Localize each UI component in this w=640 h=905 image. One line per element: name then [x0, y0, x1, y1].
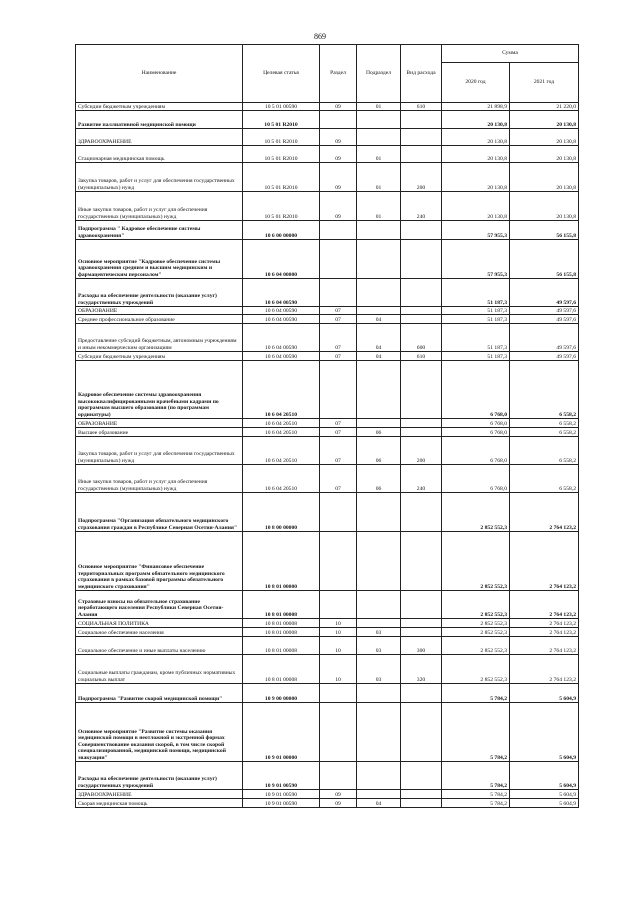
- cell-section: 07: [320, 352, 357, 361]
- table-row: [76, 315, 579, 324]
- cell-2020: 51 187,3: [442, 315, 510, 324]
- table-row: [76, 655, 579, 684]
- cell-2020: 5 784,2: [442, 762, 510, 790]
- cell-name: Предоставление субсидий бюджетным, автономным учреждениям и иным некоммерческим организациям: [76, 324, 243, 352]
- table-row: [76, 103, 579, 111]
- cell-article: 10 8 01 00000: [243, 532, 320, 591]
- cell-article: 10 8 01 00008: [243, 628, 320, 637]
- cell-2020: 6 768,0: [442, 437, 510, 465]
- cell-section: 09: [320, 103, 357, 111]
- table-row: [76, 799, 579, 808]
- cell-subsection: [357, 532, 401, 591]
- cell-subsection: [357, 221, 401, 240]
- cell-name: Подпрограмма "Организация обязательного медицинского страхования граждан в Республике Северная Осетия-Алания": [76, 493, 243, 532]
- cell-2021: 6 558,2: [510, 428, 579, 437]
- cell-2021: 56 155,8: [510, 221, 579, 240]
- cell-expense-kind: [401, 684, 442, 703]
- cell-section: [320, 703, 357, 762]
- table-row: [76, 619, 579, 628]
- table-row: [76, 129, 579, 146]
- cell-article: 10 8 01 00008: [243, 655, 320, 684]
- cell-expense-kind: [401, 703, 442, 762]
- cell-subsection: 01: [357, 163, 401, 192]
- cell-name: Расходы на обеспечение деятельности (оказание услуг) государственных учреждений: [76, 279, 243, 307]
- cell-2020: 2 852 552,3: [442, 591, 510, 619]
- cell-expense-kind: [401, 279, 442, 307]
- cell-article: 10 8 00 00000: [243, 493, 320, 532]
- header-section: Раздел: [320, 45, 357, 103]
- cell-article: 10 8 01 00008: [243, 591, 320, 619]
- cell-2021: 20 130,8: [510, 146, 579, 163]
- cell-expense-kind: [401, 762, 442, 790]
- cell-2021: 49 597,6: [510, 352, 579, 361]
- cell-article: 10 6 04 20510: [243, 419, 320, 428]
- cell-section: 10: [320, 628, 357, 637]
- table-row: [76, 591, 579, 619]
- cell-section: 09: [320, 163, 357, 192]
- cell-2020: 51 187,3: [442, 307, 510, 315]
- cell-2021: 20 130,8: [510, 163, 579, 192]
- cell-name: Развитие паллиативной медицинской помощи: [76, 111, 243, 129]
- header-expense-kind: Вид расхода: [401, 45, 442, 103]
- cell-2021: 6 558,2: [510, 465, 579, 493]
- cell-subsection: 06: [357, 428, 401, 437]
- cell-2021: 2 764 123,2: [510, 619, 579, 628]
- cell-section: 10: [320, 655, 357, 684]
- cell-expense-kind: [401, 628, 442, 637]
- table-row: [76, 465, 579, 493]
- cell-article: 10 6 00 00000: [243, 221, 320, 240]
- cell-2021: 20 130,8: [510, 192, 579, 221]
- cell-subsection: [357, 361, 401, 419]
- cell-2021: 2 764 123,2: [510, 628, 579, 637]
- cell-subsection: 04: [357, 324, 401, 352]
- cell-2021: 49 597,6: [510, 324, 579, 352]
- cell-2020: 51 187,3: [442, 352, 510, 361]
- header-year-2020: 2020 год: [442, 63, 510, 103]
- cell-article: 10 6 04 00000: [243, 240, 320, 279]
- table-row: [76, 637, 579, 655]
- cell-section: 07: [320, 437, 357, 465]
- cell-section: [320, 532, 357, 591]
- cell-subsection: 04: [357, 315, 401, 324]
- cell-2021: 49 597,6: [510, 315, 579, 324]
- cell-expense-kind: [401, 419, 442, 428]
- cell-2020: 20 130,8: [442, 192, 510, 221]
- cell-2021: 5 604,9: [510, 790, 579, 799]
- cell-section: 10: [320, 637, 357, 655]
- cell-name: Иные закупки товаров, работ и услуг для обеспечения государственных (муниципальных) нужд: [76, 465, 243, 493]
- cell-expense-kind: [401, 240, 442, 279]
- cell-article: 10 6 04 20510: [243, 437, 320, 465]
- table-row: [76, 361, 579, 419]
- cell-2020: 20 130,8: [442, 111, 510, 129]
- cell-section: [320, 684, 357, 703]
- table-row: [76, 240, 579, 279]
- cell-article: 10 9 01 00590: [243, 799, 320, 808]
- cell-name: Страховые взносы на обязательное страхование неработающего населения Республики Северная Осетия-Алания: [76, 591, 243, 619]
- cell-section: 09: [320, 129, 357, 146]
- cell-section: 09: [320, 790, 357, 799]
- cell-article: 10 9 01 00590: [243, 762, 320, 790]
- cell-expense-kind: [401, 799, 442, 808]
- cell-subsection: 01: [357, 103, 401, 111]
- cell-2020: 6 768,0: [442, 361, 510, 419]
- cell-2020: 5 784,2: [442, 703, 510, 762]
- cell-expense-kind: 240: [401, 465, 442, 493]
- cell-2020: 5 784,2: [442, 790, 510, 799]
- cell-name: Основное мероприятие "Развитие системы оказания медицинской помощи в неотложной и экстренной формах Совершенствование оказания скорой, в том числе скорой специализированной, медицинской помощи, медицинской эвакуации": [76, 703, 243, 762]
- cell-expense-kind: 600: [401, 324, 442, 352]
- cell-expense-kind: [401, 221, 442, 240]
- table-row: [76, 419, 579, 428]
- header-article: Целевая статья: [243, 45, 320, 103]
- cell-2020: 6 768,0: [442, 419, 510, 428]
- cell-section: [320, 111, 357, 129]
- cell-name: Среднее профессиональное образование: [76, 315, 243, 324]
- cell-expense-kind: [401, 307, 442, 315]
- cell-article: 10 9 01 00590: [243, 790, 320, 799]
- cell-section: 07: [320, 428, 357, 437]
- cell-subsection: 03: [357, 637, 401, 655]
- budget-table: [75, 44, 579, 808]
- cell-section: 07: [320, 465, 357, 493]
- cell-subsection: [357, 419, 401, 428]
- cell-expense-kind: 320: [401, 655, 442, 684]
- cell-article: 10 6 04 00590: [243, 279, 320, 307]
- table-row: [76, 279, 579, 307]
- cell-subsection: 04: [357, 799, 401, 808]
- cell-name: Стационарная медицинская помощь: [76, 146, 243, 163]
- table-row: [76, 437, 579, 465]
- cell-section: 07: [320, 307, 357, 315]
- cell-expense-kind: 240: [401, 192, 442, 221]
- cell-article: 10 5 01 R2010: [243, 192, 320, 221]
- table-row: [76, 192, 579, 221]
- cell-name: ЗДРАВООХРАНЕНИЕ: [76, 129, 243, 146]
- cell-2021: 5 604,9: [510, 684, 579, 703]
- cell-expense-kind: [401, 428, 442, 437]
- table-row: [76, 703, 579, 762]
- cell-subsection: [357, 240, 401, 279]
- cell-section: [320, 240, 357, 279]
- cell-subsection: 04: [357, 352, 401, 361]
- cell-subsection: 06: [357, 465, 401, 493]
- cell-2020: 2 852 552,3: [442, 532, 510, 591]
- cell-expense-kind: [401, 591, 442, 619]
- cell-2021: 6 558,2: [510, 419, 579, 428]
- table-row: [76, 324, 579, 352]
- cell-2021: 21 220,0: [510, 103, 579, 111]
- cell-section: 09: [320, 799, 357, 808]
- cell-name: Подпрограмма " Кадровое обеспечение системы здравоохранения": [76, 221, 243, 240]
- cell-section: [320, 279, 357, 307]
- cell-name: Скорая медицинская помощь: [76, 799, 243, 808]
- cell-article: 10 6 04 00590: [243, 315, 320, 324]
- cell-2020: 57 955,3: [442, 240, 510, 279]
- cell-2021: 5 604,9: [510, 703, 579, 762]
- table-row: [76, 762, 579, 790]
- cell-expense-kind: [401, 619, 442, 628]
- cell-subsection: [357, 129, 401, 146]
- cell-2020: 5 784,2: [442, 799, 510, 808]
- cell-2021: 2 764 123,2: [510, 655, 579, 684]
- cell-article: 10 5 01 R2010: [243, 111, 320, 129]
- cell-article: 10 5 01 R2010: [243, 146, 320, 163]
- cell-name: Кадровое обеспечение системы здравоохранения высококвалифицированными врачебными кадрами по программам высшего образования (по программам ординатуры): [76, 361, 243, 419]
- cell-subsection: 01: [357, 192, 401, 221]
- cell-article: 10 5 01 00590: [243, 103, 320, 111]
- cell-name: Основное мероприятие "Кадровое обеспечение системы здравоохранения средним и высшим медицинским и фармацевтическим персоналом": [76, 240, 243, 279]
- cell-2021: 2 764 123,2: [510, 591, 579, 619]
- cell-2021: 20 130,8: [510, 129, 579, 146]
- cell-section: 10: [320, 619, 357, 628]
- cell-expense-kind: 300: [401, 637, 442, 655]
- table-row: [76, 532, 579, 591]
- cell-2020: 20 130,8: [442, 129, 510, 146]
- cell-section: [320, 221, 357, 240]
- cell-name: СОЦИАЛЬНАЯ ПОЛИТИКА: [76, 619, 243, 628]
- cell-article: 10 9 01 00000: [243, 703, 320, 762]
- cell-2020: 57 955,3: [442, 221, 510, 240]
- cell-subsection: 06: [357, 437, 401, 465]
- cell-2020: 6 768,0: [442, 428, 510, 437]
- cell-2020: 5 784,2: [442, 684, 510, 703]
- cell-2020: 2 852 552,3: [442, 628, 510, 637]
- cell-name: Субсидии бюджетным учреждениям: [76, 103, 243, 111]
- cell-2021: 49 597,6: [510, 307, 579, 315]
- cell-subsection: [357, 762, 401, 790]
- cell-2020: 2 852 552,3: [442, 619, 510, 628]
- cell-expense-kind: [401, 361, 442, 419]
- cell-article: 10 6 04 20510: [243, 428, 320, 437]
- cell-name: ОБРАЗОВАНИЕ: [76, 307, 243, 315]
- cell-subsection: 03: [357, 628, 401, 637]
- cell-section: [320, 591, 357, 619]
- cell-expense-kind: [401, 790, 442, 799]
- cell-article: 10 8 01 00008: [243, 619, 320, 628]
- cell-name: ЗДРАВООХРАНЕНИЕ: [76, 790, 243, 799]
- table-row: [76, 146, 579, 163]
- cell-name: Социальные выплаты гражданам, кроме публичных нормативных социальных выплат: [76, 655, 243, 684]
- cell-2020: 51 187,3: [442, 279, 510, 307]
- cell-expense-kind: [401, 315, 442, 324]
- cell-article: 10 6 04 00590: [243, 324, 320, 352]
- cell-2020: 20 130,8: [442, 163, 510, 192]
- cell-expense-kind: [401, 146, 442, 163]
- cell-2020: 2 852 552,3: [442, 493, 510, 532]
- cell-expense-kind: 200: [401, 437, 442, 465]
- cell-2021: 2 764 123,2: [510, 637, 579, 655]
- page-number: 869: [314, 32, 326, 41]
- cell-section: [320, 762, 357, 790]
- cell-subsection: [357, 493, 401, 532]
- cell-section: 07: [320, 315, 357, 324]
- cell-2021: 6 558,2: [510, 361, 579, 419]
- table-row: [76, 493, 579, 532]
- cell-name: Закупка товаров, работ и услуг для обеспечения государственных (муниципальных) нужд: [76, 437, 243, 465]
- header-year-2021: 2021 год: [510, 63, 579, 103]
- cell-section: [320, 361, 357, 419]
- cell-section: [320, 493, 357, 532]
- cell-name: Подпрограмма "Развитие скорой медицинской помощи": [76, 684, 243, 703]
- cell-subsection: [357, 111, 401, 129]
- cell-2021: 20 130,8: [510, 111, 579, 129]
- cell-2021: 2 764 123,2: [510, 493, 579, 532]
- cell-article: 10 5 01 R2010: [243, 129, 320, 146]
- table-row: [76, 684, 579, 703]
- cell-name: Иные закупки товаров, работ и услуг для обеспечения государственных (муниципальных) нужд: [76, 192, 243, 221]
- cell-subsection: [357, 307, 401, 315]
- cell-article: 10 9 00 00000: [243, 684, 320, 703]
- cell-subsection: [357, 684, 401, 703]
- cell-2021: 49 597,6: [510, 279, 579, 307]
- cell-name: Социальное обеспечение и иные выплаты населению: [76, 637, 243, 655]
- cell-2021: 56 155,8: [510, 240, 579, 279]
- cell-subsection: [357, 279, 401, 307]
- cell-expense-kind: [401, 129, 442, 146]
- cell-name: Основное мероприятие "Финансовое обеспечение территориальных программ обязательного медицинского страхования в рамках базовой программы обязательного медицинского страхования": [76, 532, 243, 591]
- cell-section: 09: [320, 192, 357, 221]
- cell-section: 07: [320, 419, 357, 428]
- cell-name: Высшее образование: [76, 428, 243, 437]
- cell-expense-kind: 610: [401, 103, 442, 111]
- cell-subsection: 01: [357, 146, 401, 163]
- table-row: [76, 111, 579, 129]
- cell-article: 10 6 04 00590: [243, 352, 320, 361]
- table-row: [76, 307, 579, 315]
- cell-article: 10 6 04 20510: [243, 465, 320, 493]
- table-row: [76, 628, 579, 637]
- header-name: Наименование: [76, 45, 243, 103]
- cell-name: ОБРАЗОВАНИЕ: [76, 419, 243, 428]
- table-body: [76, 103, 579, 808]
- cell-2021: 6 558,2: [510, 437, 579, 465]
- cell-article: 10 6 04 00590: [243, 307, 320, 315]
- cell-2021: 2 764 123,2: [510, 532, 579, 591]
- cell-subsection: [357, 591, 401, 619]
- cell-article: 10 6 04 20510: [243, 361, 320, 419]
- cell-subsection: 03: [357, 655, 401, 684]
- cell-2020: 2 852 552,3: [442, 637, 510, 655]
- cell-2020: 20 130,8: [442, 146, 510, 163]
- table-row: [76, 790, 579, 799]
- cell-2021: 5 604,9: [510, 762, 579, 790]
- cell-name: Субсидии бюджетным учреждениям: [76, 352, 243, 361]
- cell-expense-kind: [401, 493, 442, 532]
- cell-article: 10 5 01 R2010: [243, 163, 320, 192]
- header-subsection: Подраздел: [357, 45, 401, 103]
- cell-subsection: [357, 619, 401, 628]
- cell-2020: 51 187,3: [442, 324, 510, 352]
- cell-expense-kind: [401, 532, 442, 591]
- cell-expense-kind: 200: [401, 163, 442, 192]
- cell-name: Закупка товаров, работ и услуг для обеспечения государственных (муниципальных) нужд: [76, 163, 243, 192]
- cell-2020: 6 768,0: [442, 465, 510, 493]
- cell-expense-kind: 610: [401, 352, 442, 361]
- header-sum: Сумма: [442, 45, 579, 63]
- cell-name: Социальное обеспечение населения: [76, 628, 243, 637]
- cell-name: Расходы на обеспечение деятельности (оказание услуг) государственных учреждений: [76, 762, 243, 790]
- table-row: [76, 163, 579, 192]
- cell-2021: 5 604,9: [510, 799, 579, 808]
- cell-2020: 21 898,9: [442, 103, 510, 111]
- cell-expense-kind: [401, 111, 442, 129]
- cell-subsection: [357, 703, 401, 762]
- cell-subsection: [357, 790, 401, 799]
- cell-article: 10 8 01 00008: [243, 637, 320, 655]
- cell-section: 09: [320, 146, 357, 163]
- table-row: [76, 352, 579, 361]
- cell-section: 07: [320, 324, 357, 352]
- cell-2020: 2 852 552,3: [442, 655, 510, 684]
- table-row: [76, 428, 579, 437]
- table-row: [76, 221, 579, 240]
